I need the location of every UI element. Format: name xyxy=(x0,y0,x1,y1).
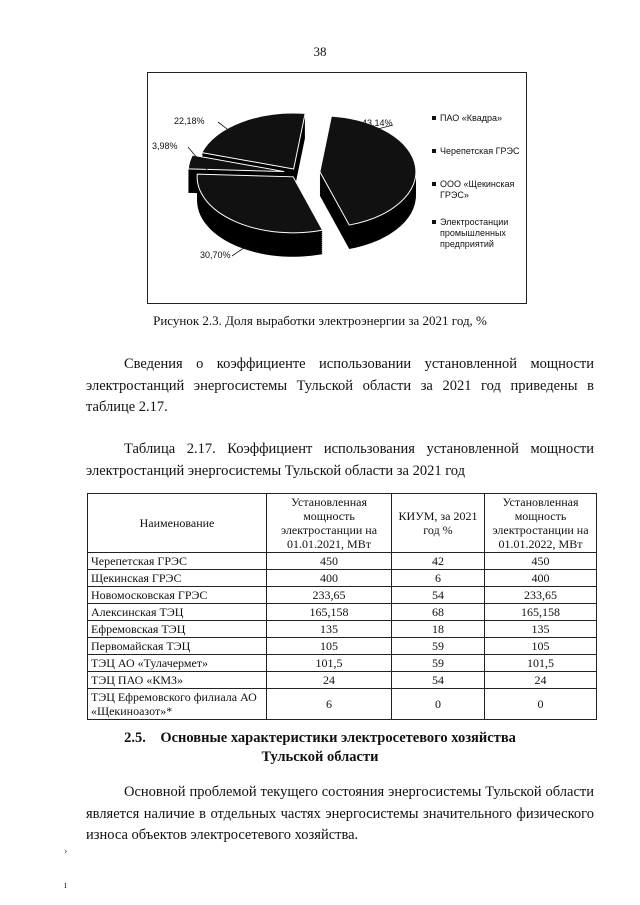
table-cell-name: Черепетская ГРЭС xyxy=(88,553,267,570)
table-cell-name: Щекинская ГРЭС xyxy=(88,570,267,587)
column-header-name: Наименование xyxy=(88,494,267,553)
slice-label-shchekinskaya: 3,98% xyxy=(152,141,178,151)
section-title-line2: Тульской области xyxy=(261,749,379,765)
table-cell-value: 68 xyxy=(392,604,485,621)
kium-table xyxy=(87,493,597,720)
table-cell-value: 450 xyxy=(485,553,597,570)
slice-label-kvadra: 43,14% xyxy=(362,118,393,128)
figure-caption: Рисунок 2.3. Доля выработки электроэнергии за 2021 год, % xyxy=(153,313,487,328)
margin-mark: ı xyxy=(64,880,67,891)
pie-chart xyxy=(147,72,527,304)
table-cell-value: 400 xyxy=(485,570,597,587)
table-cell-value: 42 xyxy=(392,553,485,570)
table-cell-value: 101,5 xyxy=(485,655,597,672)
table-cell-value: 233,65 xyxy=(485,587,597,604)
section-heading-line1 xyxy=(0,729,640,748)
table-cell-value: 59 xyxy=(392,655,485,672)
table-cell-value: 135 xyxy=(267,621,392,638)
closing-paragraph: Основной проблемой текущего состояния энергосистемы Тульской области является наличие в отдельных частях энергосистемы значительного физического износа объектов электросетевого хозяйства. xyxy=(86,784,594,843)
table-cell-value: 233,65 xyxy=(267,587,392,604)
table-cell-name: Алексинская ТЭЦ xyxy=(88,604,267,621)
table-cell-value: 450 xyxy=(267,553,392,570)
column-header-capacity-2022: Установленная мощность электростанции на 01.01.2022, МВт xyxy=(485,494,597,553)
intro-paragraph: Сведения о коэффициенте использовании установленной мощности электростанций энергосистемы Тульской области за 2021 год приведены в таблице 2.17. xyxy=(86,356,594,415)
table-cell-value: 400 xyxy=(267,570,392,587)
table-cell-value: 165,158 xyxy=(485,604,597,621)
slice-label-industrial: 22,18% xyxy=(174,116,205,126)
section-number: 2.5. xyxy=(124,730,146,746)
legend-item-cherepetskaya: Черепетская ГРЭС xyxy=(432,146,524,157)
table-cell-value: 165,158 xyxy=(267,604,392,621)
table-row xyxy=(88,587,597,604)
table-cell-name: ТЭЦ Ефремовского филиала АО «Щекиноазот»* xyxy=(88,689,267,720)
table-row xyxy=(88,553,597,570)
table-cell-name: ТЭЦ АО «Тулачермет» xyxy=(88,655,267,672)
table-cell-value: 0 xyxy=(485,689,597,720)
table-row xyxy=(88,655,597,672)
table-cell-name: Новомосковская ГРЭС xyxy=(88,587,267,604)
legend-swatch xyxy=(432,149,436,153)
table-cell-value: 105 xyxy=(485,638,597,655)
table-cell-value: 105 xyxy=(267,638,392,655)
page-number: 38 xyxy=(313,44,327,59)
table-row xyxy=(88,689,597,720)
table-cell-value: 59 xyxy=(392,638,485,655)
legend-item-shchekinskaya: ООО «Щекинская ГРЭС» xyxy=(432,179,524,201)
table-cell-value: 24 xyxy=(267,672,392,689)
table-caption: Таблица 2.17. Коэффициент использования установленной мощности электростанций энергосистемы Тульской области за 2021 год xyxy=(86,441,594,479)
table-row xyxy=(88,621,597,638)
legend-item-industrial: Электростанции промышленных предприятий xyxy=(432,217,524,250)
legend-swatch xyxy=(432,220,436,224)
table-cell-value: 6 xyxy=(267,689,392,720)
slice-label-cherepetskaya: 30,70% xyxy=(200,250,231,260)
column-header-kium: КИУМ, за 2021 год % xyxy=(392,494,485,553)
table-body xyxy=(88,553,597,720)
table-cell-value: 54 xyxy=(392,672,485,689)
section-title-line1: Основные характеристики электросетевого хозяйства xyxy=(160,730,516,746)
table-row xyxy=(88,570,597,587)
table-row xyxy=(88,604,597,621)
table-cell-value: 6 xyxy=(392,570,485,587)
table-cell-value: 18 xyxy=(392,621,485,638)
legend-item-kvadra: ПАО «Квадра» xyxy=(432,113,524,124)
table-row xyxy=(88,672,597,689)
table-cell-name: ТЭЦ ПАО «КМЗ» xyxy=(88,672,267,689)
table-cell-value: 101,5 xyxy=(267,655,392,672)
chart-legend xyxy=(432,113,524,266)
section-heading xyxy=(0,729,640,767)
table-cell-value: 24 xyxy=(485,672,597,689)
table-cell-name: Ефремовская ТЭЦ xyxy=(88,621,267,638)
table-cell-value: 135 xyxy=(485,621,597,638)
legend-swatch xyxy=(432,116,436,120)
table-cell-name: Первомайская ТЭЦ xyxy=(88,638,267,655)
table-cell-value: 54 xyxy=(392,587,485,604)
margin-mark: › xyxy=(64,846,68,857)
table-row xyxy=(88,638,597,655)
table-cell-value: 0 xyxy=(392,689,485,720)
table-header-row xyxy=(88,494,597,553)
column-header-capacity-2021: Установленная мощность электростанции на 01.01.2021, МВт xyxy=(267,494,392,553)
legend-swatch xyxy=(432,182,436,186)
